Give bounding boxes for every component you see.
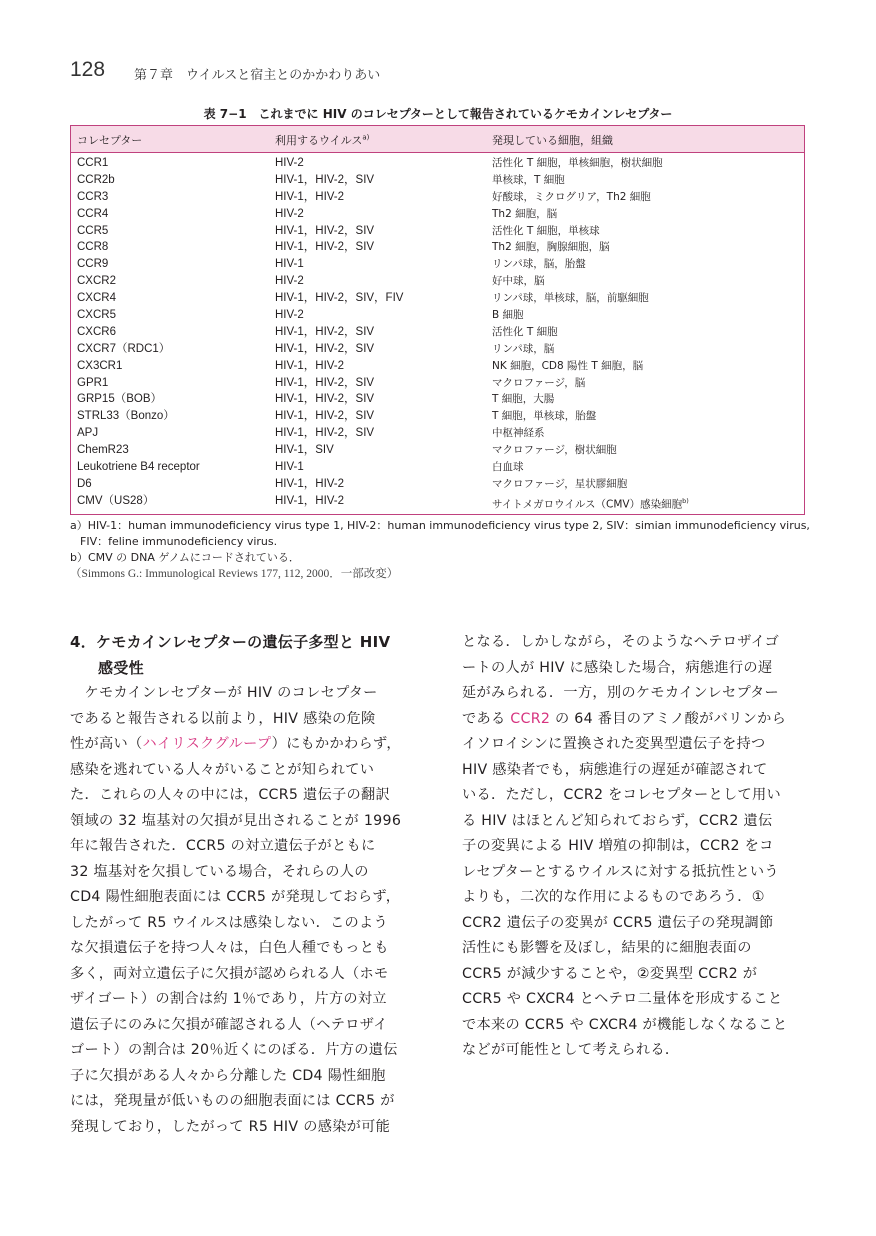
cell-receptor: CMV（US28）	[77, 494, 155, 507]
cell-virus: HIV-1，HIV-2，SIV	[275, 241, 375, 254]
body-line: CCR2 遺伝子の変異が CCR5 遺伝子の発現調節	[462, 914, 774, 931]
section-heading: 4．ケモカインレセプターの遺伝子多型と HIV	[70, 633, 391, 651]
cell-virus: HIV-1，HIV-2，SIV	[275, 376, 375, 389]
cell-receptor: CXCR5	[77, 309, 116, 322]
cell-virus: HIV-1，HIV-2，SIV	[275, 393, 375, 406]
table-row	[71, 425, 804, 442]
note-a: a）HIV-1：human immunodeficiency virus type 1, HIV-2：human immunodeficiency virus type 2, SIV：simian immunodeficiency virus,	[70, 519, 810, 532]
table-title: 表 7−1 これまでに HIV のコレセプターとして報告されているケモカインレセプター	[203, 107, 673, 121]
cell-virus: HIV-1，HIV-2，SIV	[275, 173, 375, 186]
cell-virus: HIV-1，HIV-2	[275, 359, 345, 372]
table-row	[71, 307, 804, 324]
cell-virus: HIV-1，HIV-2，SIV	[275, 427, 375, 440]
cell-cells: 活性化 T 細胞，単核球	[492, 224, 600, 237]
cell-cells: T 細胞，大腸	[492, 393, 555, 406]
cell-virus: HIV-1，SIV	[275, 444, 334, 457]
table-row	[71, 341, 804, 358]
cell-virus: HIV-1，HIV-2，SIV	[275, 325, 375, 338]
table-row	[71, 256, 804, 273]
source-citation: （Simmons G.: Immunological Reviews 177, 112, 2000．一部改変）	[70, 568, 399, 580]
table-notes	[70, 518, 810, 582]
body-line: 多く，両対立遺伝子に欠損が認められる人（ホモ	[70, 965, 389, 982]
cell-cells: 白血球	[492, 461, 524, 474]
cell-cells: B 細胞	[492, 309, 524, 322]
highlight-term: ハイリスクグループ	[142, 736, 272, 752]
cell-receptor: GPR1	[77, 376, 109, 389]
coreceptor-table	[70, 125, 805, 515]
body-line: いる．ただし，CCR2 をコレセプターとして用い	[462, 787, 781, 803]
body-line: 活性にも影響を及ぼし，結果的に細胞表面の	[462, 940, 752, 956]
body-line: 32 塩基対を欠損している場合，それらの人の	[70, 863, 369, 880]
cell-receptor: CCR9	[77, 258, 109, 271]
cell-cells: マクロファージ，樹状細胞	[492, 444, 617, 457]
body-line: る HIV はほとんど知られておらず，CCR2 遺伝	[462, 812, 773, 829]
cell-virus: HIV-1，HIV-2，SIV	[275, 410, 375, 423]
header-receptor: コレセプター	[77, 134, 143, 147]
cell-receptor: STRL33（Bonzo）	[77, 410, 175, 423]
cell-virus: HIV-1，HIV-2，SIV	[275, 342, 375, 355]
cell-receptor: CXCR7（RDC1）	[77, 342, 171, 355]
body-line: CD4 陽性細胞表面には CCR5 が発現しておらず，	[70, 889, 401, 905]
cell-virus: HIV-1，HIV-2，SIV，FIV	[275, 292, 404, 305]
cell-virus: HIV-2	[275, 275, 304, 288]
note-a-cont: FIV：feline immunodeficiency virus.	[80, 535, 278, 548]
body-line: で本来の CCR5 や CXCR4 が機能しなくなること	[462, 1016, 788, 1033]
highlight-term: CCR2	[510, 710, 551, 727]
left-column	[70, 630, 420, 1140]
cell-virus: HIV-1，HIV-2	[275, 190, 345, 203]
body-line: 子に欠損がある人々から分離した CD4 陽性細胞	[70, 1067, 386, 1084]
cell-receptor: CCR2b	[77, 173, 115, 186]
cell-receptor: CCR8	[77, 241, 109, 254]
body-line: などが可能性として考えられる．	[462, 1042, 680, 1058]
body-line: た．これらの人々の中には，CCR5 遺伝子の翻訳	[70, 787, 390, 803]
body-line: 発現しており，したがって R5 HIV の感染が可能	[70, 1118, 391, 1135]
cell-virus: HIV-1，HIV-2，SIV	[275, 224, 375, 237]
page-number: 128	[70, 58, 106, 81]
cell-cells: マクロファージ，脳	[492, 376, 586, 389]
cell-cells: リンパ球，脳，胎盤	[492, 258, 586, 271]
cell-cells: 活性化 T 細胞，単核細胞，樹状細胞	[492, 157, 663, 169]
cell-receptor: GRP15（BOB）	[77, 393, 162, 406]
table-row	[71, 172, 804, 189]
body-line: 遺伝子にのみに欠損が確認される人（ヘテロザイ	[70, 1016, 388, 1033]
body-line: となる．しかしながら，そのようなヘテロザイゴ	[462, 634, 780, 650]
body-line: ケモカインレセプターが HIV のコレセプター	[70, 685, 378, 701]
cell-receptor: ChemR23	[77, 444, 129, 457]
cell-cells: NK 細胞，CD8 陽性 T 細胞，脳	[492, 359, 644, 372]
cell-receptor: CCR1	[77, 157, 109, 169]
table-row	[71, 324, 804, 341]
body-line: な欠損遺伝子を持つ人々は，白色人種でもっとも	[70, 940, 389, 956]
table-row	[71, 442, 804, 459]
cell-cells: Th2 細胞，脳	[492, 207, 558, 220]
cell-virus: HIV-2	[275, 309, 304, 322]
body-line: レセプターとするウイルスに対する抵抗性という	[462, 863, 779, 880]
cell-receptor: Leukotriene B4 receptor	[77, 461, 200, 474]
chapter-title: 第７章 ウイルスと宿主とのかかわりあい	[134, 68, 381, 83]
cell-receptor: CXCR6	[77, 325, 116, 338]
cell-cells: 中枢神経系	[492, 427, 545, 440]
table-row	[71, 223, 804, 240]
body-line: したがって R5 ウイルスは感染しない．このよう	[70, 914, 389, 931]
body-line: ートの人が HIV に感染した場合，病態進行の遅	[462, 659, 773, 676]
cell-cells: リンパ球，脳	[492, 342, 555, 355]
section-heading-cont: 感受性	[98, 658, 144, 677]
cell-receptor: CXCR4	[77, 292, 116, 305]
cell-cells: Th2 細胞，胸腺細胞，脳	[492, 241, 610, 254]
cell-receptor: CCR3	[77, 190, 109, 203]
table-row	[71, 476, 804, 493]
right-column	[462, 630, 814, 1064]
cell-cells: 活性化 T 細胞	[492, 325, 558, 338]
body-line: 領域の 32 塩基対の欠損が見出されることが 1996	[70, 812, 402, 829]
cell-virus: HIV-2	[275, 207, 304, 220]
table-row	[71, 239, 804, 256]
cell-cells: リンパ球，単核球，脳，前駆細胞	[492, 292, 649, 305]
cell-virus: HIV-1，HIV-2	[275, 477, 345, 490]
cell-cells: T 細胞，単核球，胎盤	[492, 410, 597, 423]
table-row	[71, 290, 804, 307]
table-row	[71, 155, 804, 172]
cell-receptor: APJ	[77, 427, 99, 440]
body-line: 性が高い（ハイリスクグループ）にもかかわらず，	[70, 736, 401, 752]
body-line: 延がみられる．一方，別のケモカインレセプター	[462, 685, 779, 701]
header-virus: 利用するウイルス$^{a)}$	[275, 133, 370, 147]
cell-virus: HIV-1	[275, 258, 304, 271]
cell-receptor: CCR4	[77, 207, 109, 220]
table-row	[71, 206, 804, 223]
table-row	[71, 459, 804, 476]
body-line: イソロイシンに置換された変異型遺伝子を持つ	[462, 736, 766, 752]
note-b: b）CMV の DNA ゲノムにコードされている．	[70, 551, 300, 564]
cell-cells: サイトメガロウイルス（CMV）感染細胞$^{b)}$	[492, 496, 689, 511]
table-row	[71, 391, 804, 408]
body-line: ゴート）の割合は 20％近くにのぼる．片方の遺伝	[70, 1042, 398, 1058]
cell-cells: 好中球，脳	[492, 275, 545, 288]
cell-virus: HIV-1，HIV-2	[275, 494, 345, 507]
body-line: 年に報告された．CCR5 の対立遺伝子がともに	[70, 838, 376, 854]
table-row	[71, 375, 804, 392]
table-row	[71, 189, 804, 206]
body-line: 感染を逃れている人々がいることが知られてい	[70, 761, 375, 778]
cell-receptor: CX3CR1	[77, 359, 123, 372]
table-row	[71, 493, 804, 510]
body-line: 子の変異による HIV 増殖の抑制は，CCR2 をコ	[462, 838, 774, 854]
body-line: よりも，二次的な作用によるものであろう．①	[462, 889, 765, 905]
cell-cells: 好酸球，ミクログリア，Th2 細胞	[492, 190, 651, 203]
body-line: CCR5 が減少することや，②変異型 CCR2 が	[462, 965, 758, 982]
table-row	[71, 358, 804, 375]
body-line: であると報告される以前より，HIV 感染の危険	[70, 710, 376, 727]
cell-cells: 単核球，T 細胞	[492, 173, 565, 186]
body-line: HIV 感染者でも，病態進行の遅延が確認されて	[462, 761, 768, 778]
body-line: CCR5 や CXCR4 とヘテロ二量体を形成すること	[462, 991, 783, 1007]
body-line: には，発現量が低いものの細胞表面には CCR5 が	[70, 1093, 395, 1109]
table-header-row	[71, 126, 804, 153]
table-body	[71, 155, 804, 510]
body-line: である CCR2 の 64 番目のアミノ酸がバリンから	[462, 710, 787, 727]
header-cells: 発現している細胞，組織	[492, 134, 613, 147]
cell-virus: HIV-2	[275, 157, 304, 169]
cell-receptor: CXCR2	[77, 275, 116, 288]
table-row	[71, 273, 804, 290]
cell-cells: マクロファージ，星状膠細胞	[492, 477, 628, 490]
body-line: ザイゴート）の割合は約 1％であり，片方の対立	[70, 991, 387, 1007]
cell-receptor: CCR5	[77, 224, 109, 237]
table-row	[71, 408, 804, 425]
cell-virus: HIV-1	[275, 461, 304, 474]
cell-receptor: D6	[77, 477, 92, 490]
